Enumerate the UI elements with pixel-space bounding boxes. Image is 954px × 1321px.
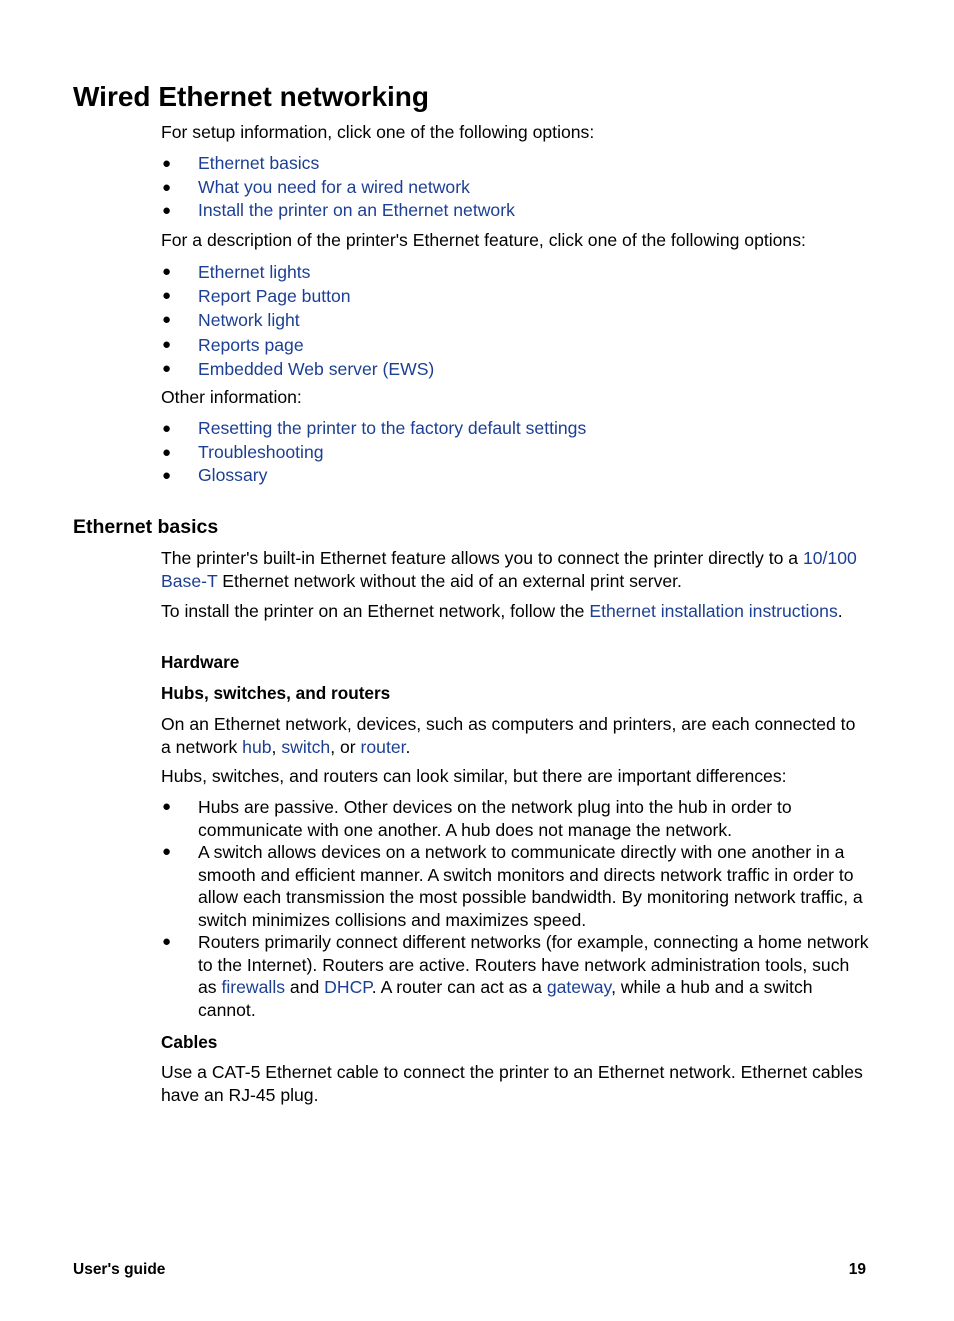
link-ethernet-installation-instructions[interactable]: Ethernet installation instructions <box>589 601 838 621</box>
description-intro: For a description of the printer's Ethernet feature, click one of the following options: <box>161 230 806 250</box>
hardware-paragraph-1 <box>161 713 869 758</box>
list-item <box>161 357 869 381</box>
routers-bullet-text-c: , while a hub and a switch cannot. <box>198 977 813 1020</box>
link-reports-page[interactable]: Reports page <box>198 334 304 355</box>
differences-list <box>161 796 869 1021</box>
other-link-list <box>161 417 869 488</box>
list-item <box>161 796 869 841</box>
list-item <box>161 152 869 176</box>
list-item <box>161 841 869 931</box>
hardware-paragraph-2: Hubs, switches, and routers can look similar, but there are important differences: <box>161 766 787 786</box>
period: . <box>405 736 411 757</box>
bullet: ● <box>162 443 172 461</box>
link-install-printer[interactable]: Install the printer on an Ethernet network <box>198 200 515 220</box>
link-glossary[interactable]: Glossary <box>198 465 268 485</box>
separator: , or <box>330 736 361 757</box>
other-intro: Other information: <box>161 387 302 407</box>
list-item <box>161 199 869 223</box>
link-what-you-need[interactable]: What you need for a wired network <box>198 176 470 197</box>
link-gateway[interactable]: gateway <box>546 977 612 997</box>
link-hub[interactable]: hub <box>242 736 272 757</box>
link-embedded-web-server[interactable]: Embedded Web server (EWS) <box>198 358 435 379</box>
switch-bullet-text: A switch allows devices on a network to communicate directly with one another in a smooth and efficient manner. A switch monitors and directs network traffic in order to allow each transmission the most possible bandwidth. By monitoring network traffic, a switch minimizes collisions and maximizes speed. <box>198 842 863 930</box>
routers-bullet-text-a: Routers primarily connect different networks (for example, connecting a home network to the Internet). Routers are active. Routers have network administration tools, such as <box>198 932 869 997</box>
link-firewalls[interactable]: firewalls <box>221 977 286 997</box>
list-item <box>161 308 869 332</box>
footer-guide-label: User's guide <box>73 1261 166 1278</box>
basics-p2-text-b: . <box>837 601 843 621</box>
section-heading-ethernet-basics: Ethernet basics <box>73 516 219 538</box>
list-item <box>161 176 869 200</box>
link-troubleshooting[interactable]: Troubleshooting <box>198 441 324 462</box>
link-ethernet-basics[interactable]: Ethernet basics <box>198 153 320 173</box>
bullet: ● <box>162 263 172 280</box>
basics-paragraph-2 <box>161 600 869 623</box>
list-item <box>161 333 869 357</box>
link-10-100[interactable]: 10/100 <box>802 548 857 568</box>
bullet: ● <box>162 287 172 305</box>
basics-paragraph-1 <box>161 547 869 592</box>
description-link-list <box>161 260 869 381</box>
list-item <box>161 284 869 308</box>
bullet: ● <box>162 311 172 329</box>
basics-p2-text-a: To install the printer on an Ethernet network, follow the <box>161 601 590 621</box>
link-ethernet-lights[interactable]: Ethernet lights <box>198 262 311 282</box>
setup-link-list <box>161 152 869 223</box>
link-reset-factory-defaults[interactable]: Resetting the printer to the factory default settings <box>198 418 587 438</box>
link-router[interactable]: router <box>360 736 406 757</box>
cables-heading: Cables <box>161 1032 218 1052</box>
separator: , <box>271 736 282 757</box>
page-title: Wired Ethernet networking <box>73 81 430 112</box>
link-switch[interactable]: switch <box>281 736 331 757</box>
link-network-light[interactable]: Network light <box>198 310 300 331</box>
link-dhcp[interactable]: DHCP <box>324 977 372 997</box>
setup-intro: For setup information, click one of the following options: <box>161 122 595 142</box>
bullet: ● <box>162 933 172 950</box>
hubs-bullet-text: Hubs are passive. Other devices on the network plug into the hub in order to communicate with one another. A hub does not manage the network. <box>198 797 792 840</box>
list-item <box>161 464 869 488</box>
list-item <box>161 441 869 465</box>
list-item <box>161 931 869 1021</box>
bullet: ● <box>162 420 172 437</box>
bullet: ● <box>162 335 172 353</box>
hubs-switches-routers-heading: Hubs, switches, and routers <box>161 683 391 703</box>
hardware-p1-text: On an Ethernet network, devices, such as computers and printers, are each connected to a network <box>161 714 856 757</box>
basics-p1-text-a: The printer's built-in Ethernet feature allows you to connect the printer directly to a <box>161 548 803 568</box>
bullet: ● <box>162 202 172 219</box>
bullet: ● <box>162 155 172 172</box>
list-item <box>161 260 869 284</box>
basics-p1-text-b: Ethernet network without the aid of an external print server. <box>217 570 682 591</box>
link-base-t[interactable]: Base-T <box>161 570 218 591</box>
page-number: 19 <box>848 1261 866 1278</box>
routers-bullet-text-b: . A router can act as a <box>371 977 547 997</box>
list-item <box>161 417 869 441</box>
bullet: ● <box>162 359 172 377</box>
bullet: ● <box>162 798 172 815</box>
hardware-heading: Hardware <box>161 652 240 672</box>
and-text: and <box>285 977 325 997</box>
link-report-page-button[interactable]: Report Page button <box>198 286 351 307</box>
bullet: ● <box>162 843 172 860</box>
bullet: ● <box>162 178 172 196</box>
cables-paragraph: Use a CAT-5 Ethernet cable to connect the printer to an Ethernet network. Ethernet cables have an RJ-45 plug. <box>161 1062 863 1105</box>
bullet: ● <box>162 467 172 484</box>
